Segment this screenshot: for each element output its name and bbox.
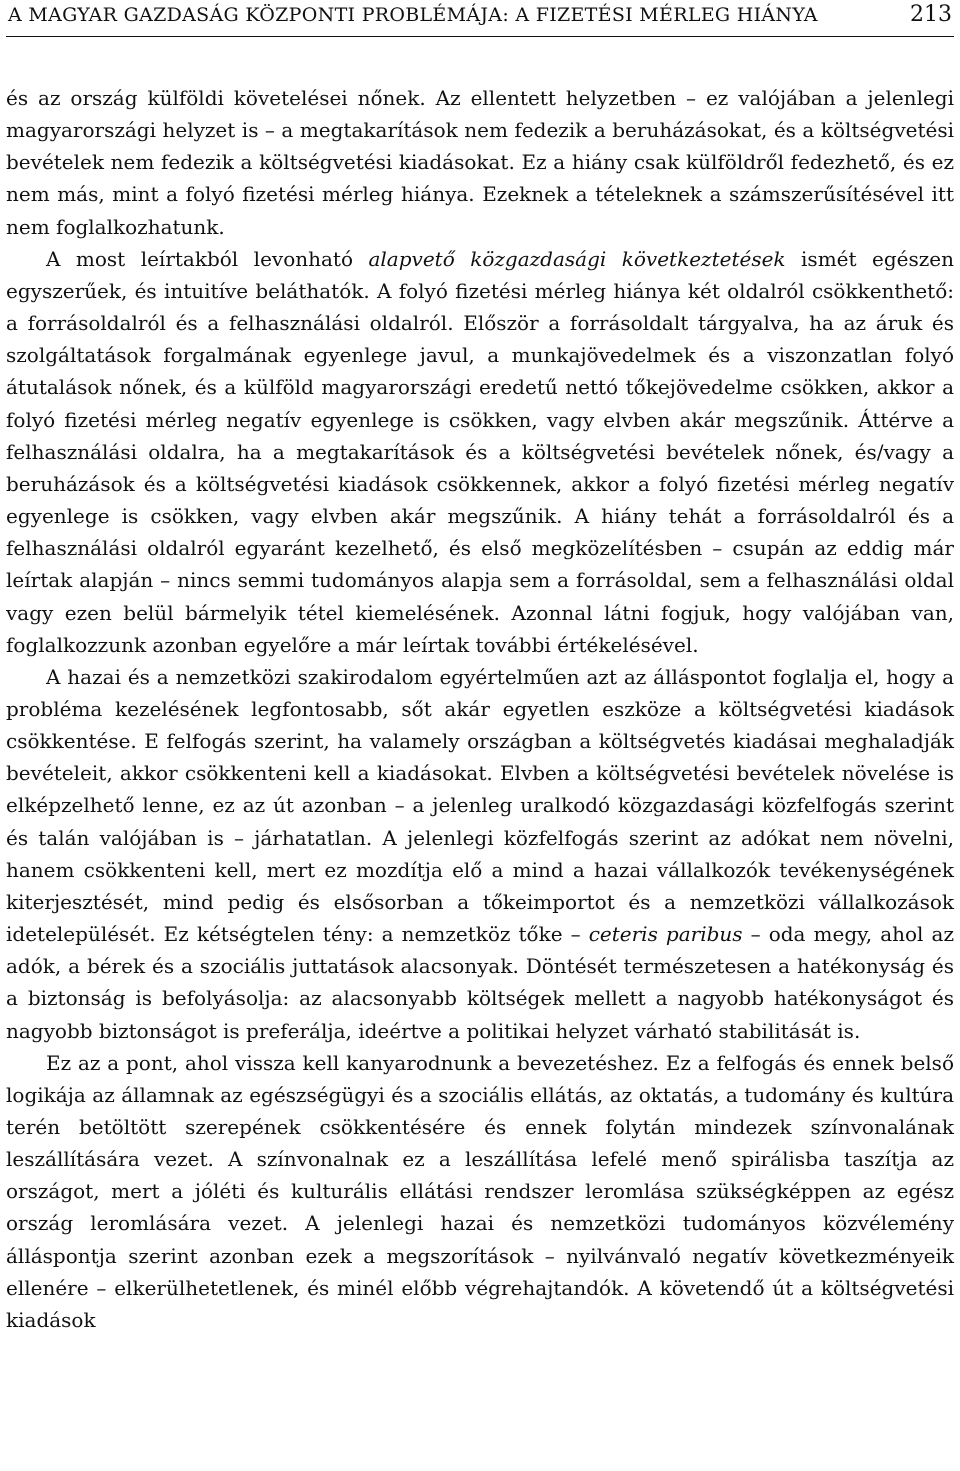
paragraph-text: – oda megy, ahol az adók, a bérek és a szociális juttatások alacsonyak. Döntését természetesen a hatékonyság és a biztonság is befolyásolja: az alacsonyabb költségek mellett a nagyobb hatékonyságot és nagyobb biztonságot is preferálja, ideértve a politikai helyzet várható stabilitását is. xyxy=(6,922,954,1043)
paragraph-text: A hazai és a nemzetközi szakirodalom egyértelműen azt az álláspontot foglalja el, hogy a probléma kezelésének legfontosabb, sőt akár egyetlen eszköze a költségvetési kiadások csökkentése. E felfogás szerint, ha valamely országban a költségvetés kiadásai meghaladják bevételeit, akkor csökkenteni kell a kiadásokat. Elvben a költségvetési bevételek növelése is elképzelhető lenne, ez az út azonban – a jelenleg uralkodó közgazdasági közfelfogás szerint és talán valójában is – járhatatlan. A jelenlegi közfelfogás szerint az adókat nem növelni, hanem csökkenteni kell, mert ez mozdítja elő a mind a hazai vállalkozók tevékenységének kiterjesztését, mind pedig és elsősorban a tőkeimportot és a nemzetközi vállalkozások idetelepülését. Ez kétségtelen tény: a nemzetköz tőke – xyxy=(6,664,954,947)
body-text xyxy=(6,82,954,1336)
paragraph xyxy=(6,1047,954,1336)
italic-phrase: ceteris paribus xyxy=(588,922,743,947)
paragraph-continued xyxy=(6,82,954,243)
running-title: A MAGYAR GAZDASÁG KÖZPONTI PROBLÉMÁJA: A FIZETÉSI MÉRLEG HIÁNYA xyxy=(8,4,818,26)
page-number: 213 xyxy=(910,2,952,27)
paragraph xyxy=(6,243,954,661)
header-rule xyxy=(6,36,954,37)
paragraph-text: ismét egészen egyszerűek, és intuitíve beláthatók. A folyó fizetési mérleg hiánya két oldalról csökkenthető: a forrásoldalról és a felhasználási oldalról. Először a forrásoldalt tárgyalva, ha az áruk és szolgáltatások forgalmának egyenlege javul, a munkajövedelmek és a viszonzatlan folyó átutalások nőnek, és a külföld magyarországi eredetű nettó tőkejövedelme csökken, akkor a folyó fizetési mérleg negatív egyenlege is csökken, vagy elvben akár megszűnik. Áttérve a felhasználási oldalra, ha a megtakarítások és a költségvetési bevételek nőnek, és/vagy a beruházások és a költségvetési kiadások csökkennek, akkor a folyó fizetési mérleg negatív egyenlege is csökken, vagy elvben akár megszűnik. A hiány tehát a forrásoldalról és a felhasználási oldalról egyaránt kezelhető, és első megközelítésben – csupán az eddig már leírtak alapján – nincs semmi tudományos alapja sem a forrásoldal, sem a felhasználási oldal vagy ezen belül bármelyik tétel kiemelésének. Azonnal látni fogjuk, hogy valójában van, foglalkozzunk azonban egyelőre a már leírtak további értékelésével. xyxy=(6,246,954,657)
running-head xyxy=(8,2,952,32)
paragraph-text: és az ország külföldi követelései nőnek. Az ellentett helyzetben – ez valójában a jelenlegi magyarországi helyzet is – a megtakarítások nem fedezik a beruházásokat, és a költségvetési bevételek nem fedezik a költségvetési kiadásokat. Ez a hiány csak külföldről fedezhető, és ez nem más, mint a folyó fizetési mérleg hiánya. Ezeknek a tételeknek a számszerűsítésével itt nem foglalkozhatunk. xyxy=(6,86,954,239)
paragraph xyxy=(6,661,954,1047)
italic-phrase: alapvető közgazdasági következtetések xyxy=(368,246,786,271)
paragraph-text: Ez az a pont, ahol vissza kell kanyarodnunk a bevezetéshez. Ez a felfogás és ennek belső logikája az államnak az egészségügyi és a szociális ellátás, az oktatás, a tudomány és kultúra terén betöltött szerepének csökkentésére és ennek folytán mindezek színvonalának leszállítására vezet. A színvonalnak ez a leszállítása lefelé menő spirálisba taszítja az országot, mert a jóléti és kulturális ellátási rendszer leromlása szükségképpen az egész ország leromlására vezet. A jelenlegi hazai és nemzetközi tudományos közvélemény álláspontja szerint azonban ezek a megszorítások – nyilvánvaló negatív következményeik ellenére – elkerülhetetlenek, és minél előbb végrehajtandók. A követendő út a költségvetési kiadások xyxy=(6,1050,954,1332)
paragraph-text: A most leírtakból levonható xyxy=(46,246,369,271)
